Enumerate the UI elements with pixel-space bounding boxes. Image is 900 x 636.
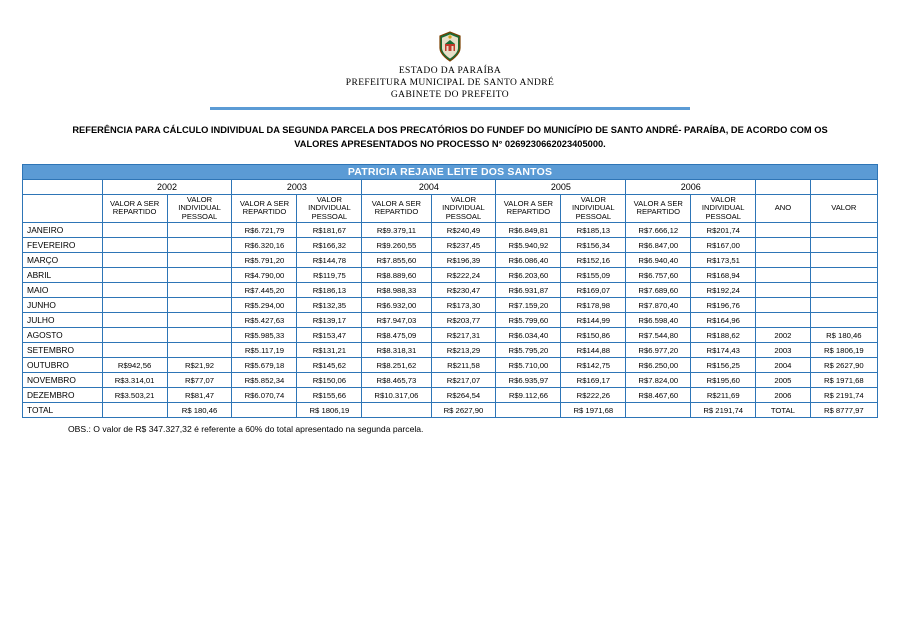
table-row [23, 283, 878, 298]
total-cell [232, 403, 297, 418]
cell: R$188,62 [691, 328, 756, 343]
cell: R$222,24 [431, 268, 496, 283]
total-cell: R$ 1806,19 [297, 403, 362, 418]
cell: R$211,69 [691, 388, 756, 403]
cell: R$ 2191,74 [810, 388, 877, 403]
cell: R$119,75 [297, 268, 362, 283]
person-name: PATRICIA REJANE LEITE DOS SANTOS [23, 164, 878, 179]
table-row [23, 298, 878, 313]
total-cell [496, 403, 561, 418]
cell: R$7.159,20 [496, 298, 561, 313]
cell: R$144,78 [297, 253, 362, 268]
table-subheader-row [23, 194, 878, 223]
cell [810, 253, 877, 268]
cell: R$5.679,18 [232, 358, 297, 373]
table-total-row [23, 403, 878, 418]
subheader-1: VALOR A SER REPARTIDO [102, 194, 167, 223]
cell: R$264,54 [431, 388, 496, 403]
cell: R$168,94 [691, 268, 756, 283]
year-cell-blank [23, 179, 103, 194]
table-row [23, 388, 878, 403]
cell: R$5.940,92 [496, 238, 561, 253]
row-month: JUNHO [23, 298, 103, 313]
cell: R$230,47 [431, 283, 496, 298]
row-month: MAIO [23, 283, 103, 298]
cell [167, 253, 232, 268]
subheader-6: VALOR INDIVIDUAL PESSOAL [431, 194, 496, 223]
total-cell: R$ 180,46 [167, 403, 232, 418]
cell: R$186,13 [297, 283, 362, 298]
cell: R$6.721,79 [232, 223, 297, 238]
cell [167, 313, 232, 328]
cell: R$156,34 [561, 238, 626, 253]
cell: R$8.465,73 [362, 373, 431, 388]
cell [102, 253, 167, 268]
cell: R$7.445,20 [232, 283, 297, 298]
cell [756, 298, 810, 313]
cell: R$153,47 [297, 328, 362, 343]
cell: R$217,31 [431, 328, 496, 343]
cell: R$6.931,87 [496, 283, 561, 298]
cell: R$211,58 [431, 358, 496, 373]
cell: R$7.870,40 [626, 298, 691, 313]
cell: R$155,66 [297, 388, 362, 403]
cell: R$7.855,60 [362, 253, 431, 268]
cell: R$192,24 [691, 283, 756, 298]
cell: R$7.947,03 [362, 313, 431, 328]
table-row [23, 373, 878, 388]
subheader-2: VALOR INDIVIDUAL PESSOAL [167, 194, 232, 223]
cell: 2002 [756, 328, 810, 343]
cell: R$6.932,00 [362, 298, 431, 313]
cell: R$77,07 [167, 373, 232, 388]
row-month: ABRIL [23, 268, 103, 283]
subheader-7: VALOR A SER REPARTIDO [496, 194, 561, 223]
cell: R$6.598,40 [626, 313, 691, 328]
year-cell-2003: 2003 [232, 179, 362, 194]
cell: R$6.849,81 [496, 223, 561, 238]
cell [756, 313, 810, 328]
table-row [23, 268, 878, 283]
row-month: JANEIRO [23, 223, 103, 238]
cell: R$195,60 [691, 373, 756, 388]
cell: R$132,35 [297, 298, 362, 313]
cell: R$156,25 [691, 358, 756, 373]
org-line-office: GABINETE DO PREFEITO [390, 89, 510, 100]
intro-paragraph: REFERÊNCIA PARA CÁLCULO INDIVIDUAL DA SEGUNDA PARCELA DOS PRECATÓRIOS DO FUNDEF DO MUNICÍPIO DE SANTO ANDRÉ- PARAÍBA, DE ACORDO COM OS VALORES APRESENTADOS NO PROCESSO N° 0269230662023405000. [72, 124, 828, 149]
row-month: OUTUBRO [23, 358, 103, 373]
table-row [23, 358, 878, 373]
table-title-row [23, 164, 878, 179]
subheader-10: VALOR INDIVIDUAL PESSOAL [691, 194, 756, 223]
cell [810, 238, 877, 253]
cell: R$8.988,33 [362, 283, 431, 298]
cell: R$178,98 [561, 298, 626, 313]
cell: R$8.251,62 [362, 358, 431, 373]
subheader-0 [23, 194, 103, 223]
cell [102, 343, 167, 358]
cell: R$167,00 [691, 238, 756, 253]
cell: R$6.250,00 [626, 358, 691, 373]
row-month: MARÇO [23, 253, 103, 268]
cell: R$10.317,06 [362, 388, 431, 403]
cell: R$185,13 [561, 223, 626, 238]
cell: R$237,45 [431, 238, 496, 253]
table-row [23, 328, 878, 343]
cell: 2003 [756, 343, 810, 358]
org-line-city: PREFEITURA MUNICIPAL DE SANTO ANDRÉ [345, 77, 555, 88]
document-header [0, 0, 900, 110]
cell [756, 268, 810, 283]
total-label: TOTAL [23, 403, 103, 418]
table-row [23, 238, 878, 253]
cell: R$3.314,01 [102, 373, 167, 388]
total-cell [102, 403, 167, 418]
cell: R$164,96 [691, 313, 756, 328]
cell: R$ 1971,68 [810, 373, 877, 388]
row-month: AGOSTO [23, 328, 103, 343]
cell [810, 313, 877, 328]
year-cell-spacer-1 [756, 179, 810, 194]
cell: R$173,51 [691, 253, 756, 268]
cell: R$ 2627,90 [810, 358, 877, 373]
cell: R$150,86 [561, 328, 626, 343]
cell: R$166,32 [297, 238, 362, 253]
cell [102, 223, 167, 238]
cell: R$169,17 [561, 373, 626, 388]
cell: R$240,49 [431, 223, 496, 238]
cell: R$6.935,97 [496, 373, 561, 388]
cell: R$5.791,20 [232, 253, 297, 268]
cell: R$150,06 [297, 373, 362, 388]
cell: R$5.795,20 [496, 343, 561, 358]
header-divider [210, 107, 690, 110]
cell: R$6.034,40 [496, 328, 561, 343]
cell: R$ 1806,19 [810, 343, 877, 358]
cell: R$7.689,60 [626, 283, 691, 298]
row-month: SETEMBRO [23, 343, 103, 358]
year-cell-2004: 2004 [362, 179, 496, 194]
total-cell: R$ 2627,90 [431, 403, 496, 418]
cell [756, 283, 810, 298]
cell: R$9.112,66 [496, 388, 561, 403]
cell: R$5.710,00 [496, 358, 561, 373]
cell: R$5.985,33 [232, 328, 297, 343]
cell [167, 283, 232, 298]
cell: R$181,67 [297, 223, 362, 238]
cell [810, 268, 877, 283]
cell: R$6.320,16 [232, 238, 297, 253]
table-year-row [23, 179, 878, 194]
total-cell [626, 403, 691, 418]
year-cell-2005: 2005 [496, 179, 626, 194]
cell: R$942,56 [102, 358, 167, 373]
cell: R$174,43 [691, 343, 756, 358]
cell: R$173,30 [431, 298, 496, 313]
cell [102, 313, 167, 328]
cell [756, 238, 810, 253]
cell [810, 298, 877, 313]
cell: R$131,21 [297, 343, 362, 358]
cell: R$4.790,00 [232, 268, 297, 283]
cell: R$3.503,21 [102, 388, 167, 403]
cell: R$7.666,12 [626, 223, 691, 238]
cell: R$5.852,34 [232, 373, 297, 388]
row-month: JULHO [23, 313, 103, 328]
table-row [23, 223, 878, 238]
total-cell: R$ 2191,74 [691, 403, 756, 418]
cell [167, 223, 232, 238]
cell: R$203,77 [431, 313, 496, 328]
total-cell [362, 403, 431, 418]
cell [167, 268, 232, 283]
cell: R$144,88 [561, 343, 626, 358]
table-row [23, 253, 878, 268]
year-cell-2006: 2006 [626, 179, 756, 194]
subheader-9: VALOR A SER REPARTIDO [626, 194, 691, 223]
cell: R$8.318,31 [362, 343, 431, 358]
cell [167, 328, 232, 343]
cell: R$222,26 [561, 388, 626, 403]
subheader-ano: ANO [756, 194, 810, 223]
cell [167, 298, 232, 313]
cell: R$6.070,74 [232, 388, 297, 403]
cell: R$169,07 [561, 283, 626, 298]
precatorio-table [22, 164, 878, 419]
cell: 2004 [756, 358, 810, 373]
subheader-4: VALOR INDIVIDUAL PESSOAL [297, 194, 362, 223]
cell: R$144,99 [561, 313, 626, 328]
cell: R$196,39 [431, 253, 496, 268]
row-month: NOVEMBRO [23, 373, 103, 388]
cell: 2006 [756, 388, 810, 403]
total-cell: R$ 1971,68 [561, 403, 626, 418]
cell: R$6.086,40 [496, 253, 561, 268]
cell [102, 328, 167, 343]
org-line-state: ESTADO DA PARAÍBA [398, 66, 502, 76]
cell: R$6.203,60 [496, 268, 561, 283]
table-row [23, 343, 878, 358]
cell: R$155,09 [561, 268, 626, 283]
total-cell: R$ 8777,97 [810, 403, 877, 418]
cell [102, 283, 167, 298]
cell: R$9.260,55 [362, 238, 431, 253]
row-month: FEVEREIRO [23, 238, 103, 253]
coat-of-arms-icon [433, 30, 467, 64]
cell: R$8.475,09 [362, 328, 431, 343]
cell: R$5.117,19 [232, 343, 297, 358]
cell: R$81,47 [167, 388, 232, 403]
cell: R$5.799,60 [496, 313, 561, 328]
cell: R$6.847,00 [626, 238, 691, 253]
cell: R$6.757,60 [626, 268, 691, 283]
year-cell-2002: 2002 [102, 179, 232, 194]
cell: R$217,07 [431, 373, 496, 388]
cell [167, 238, 232, 253]
cell [756, 223, 810, 238]
cell: R$152,16 [561, 253, 626, 268]
subheader-valor: VALOR [810, 194, 877, 223]
cell: R$145,62 [297, 358, 362, 373]
cell: R$ 180,46 [810, 328, 877, 343]
cell: R$201,74 [691, 223, 756, 238]
cell: R$6.940,40 [626, 253, 691, 268]
cell: R$142,75 [561, 358, 626, 373]
subheader-5: VALOR A SER REPARTIDO [362, 194, 431, 223]
cell [102, 238, 167, 253]
subheader-3: VALOR A SER REPARTIDO [232, 194, 297, 223]
cell: R$5.427,63 [232, 313, 297, 328]
cell: R$21,92 [167, 358, 232, 373]
cell: R$8.467,60 [626, 388, 691, 403]
cell: R$196,76 [691, 298, 756, 313]
cell: R$5.294,00 [232, 298, 297, 313]
cell: R$7.824,00 [626, 373, 691, 388]
cell: R$213,29 [431, 343, 496, 358]
cell: R$139,17 [297, 313, 362, 328]
row-month: DEZEMBRO [23, 388, 103, 403]
cell [102, 268, 167, 283]
cell: R$6.977,20 [626, 343, 691, 358]
cell [810, 283, 877, 298]
observation-note: OBS.: O valor de R$ 347.327,32 é referente a 60% do total apresentado na segunda parcela. [68, 424, 424, 434]
year-cell-spacer-2 [810, 179, 877, 194]
cell: R$8.889,60 [362, 268, 431, 283]
cell: R$7.544,80 [626, 328, 691, 343]
cell: R$9.379,11 [362, 223, 431, 238]
cell [810, 223, 877, 238]
total-cell: TOTAL [756, 403, 810, 418]
cell [756, 253, 810, 268]
subheader-8: VALOR INDIVIDUAL PESSOAL [561, 194, 626, 223]
cell [167, 343, 232, 358]
table-row [23, 313, 878, 328]
cell: 2005 [756, 373, 810, 388]
cell [102, 298, 167, 313]
